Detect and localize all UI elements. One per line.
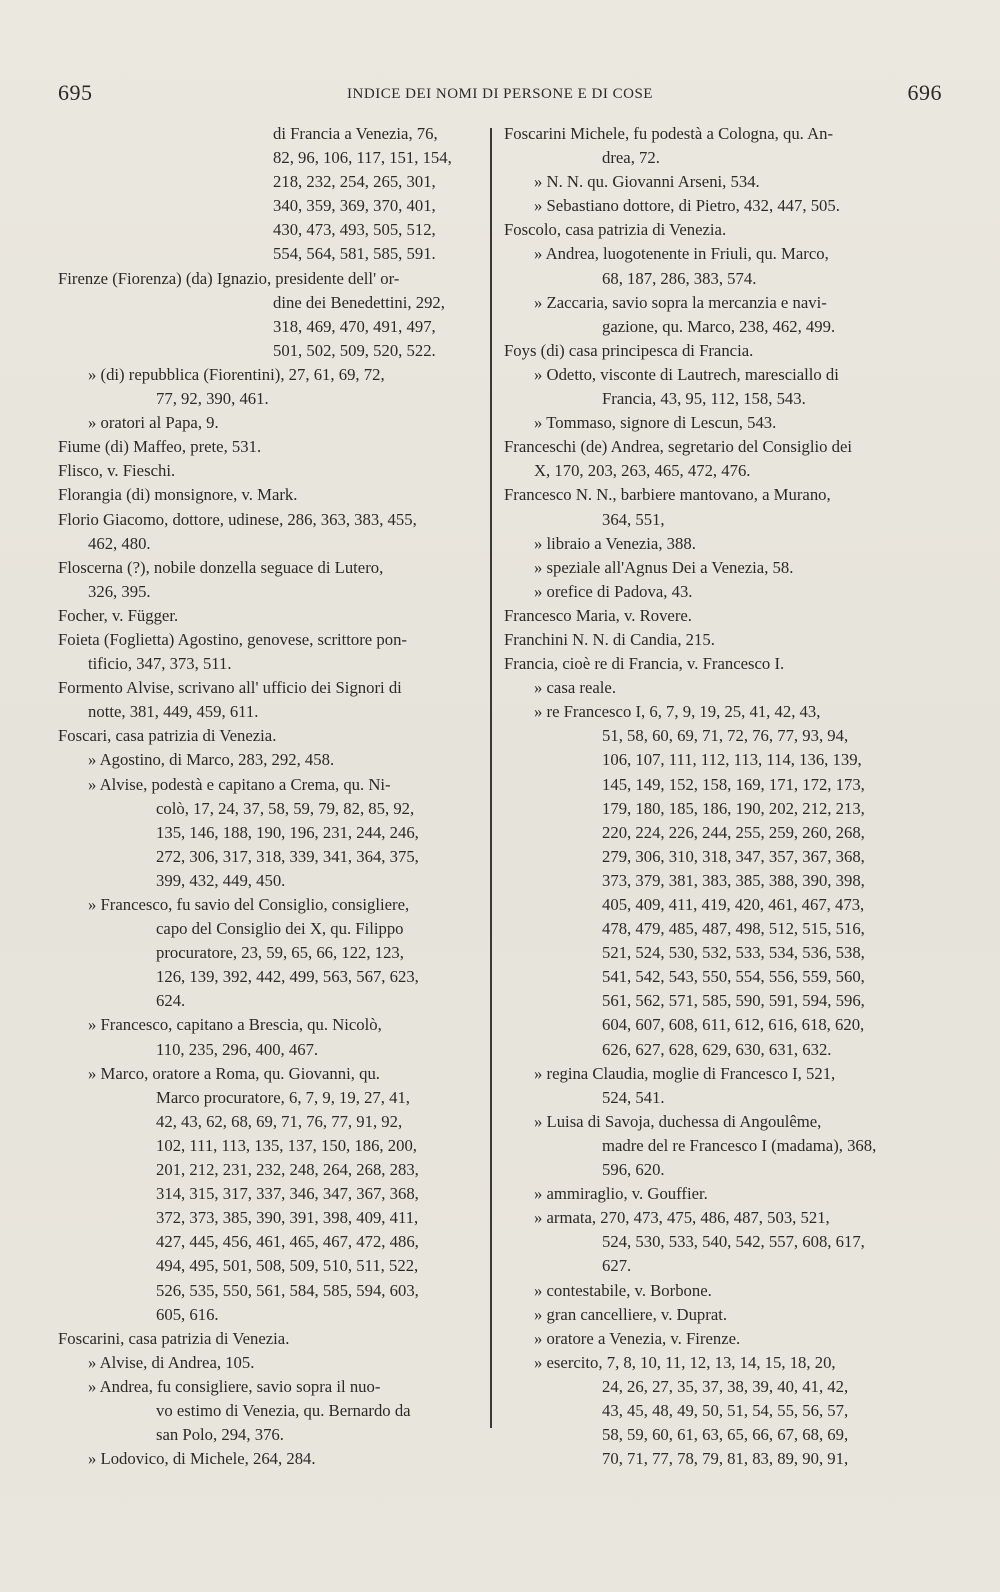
index-line: 524, 530, 533, 540, 542, 557, 608, 617, bbox=[602, 1232, 865, 1252]
index-line: capo del Consiglio dei X, qu. Filippo bbox=[156, 919, 404, 939]
index-line: » esercito, 7, 8, 10, 11, 12, 13, 14, 15, 18, 20, bbox=[534, 1352, 836, 1372]
index-line: 220, 224, 226, 244, 255, 259, 260, 268, bbox=[602, 822, 865, 842]
index-line: tificio, 347, 373, 511. bbox=[88, 654, 232, 674]
index-line: » contestabile, v. Borbone. bbox=[534, 1280, 712, 1300]
index-line: colò, 17, 24, 37, 58, 59, 79, 82, 85, 92, bbox=[156, 798, 415, 818]
index-line: 626, 627, 628, 629, 630, 631, 632. bbox=[602, 1039, 832, 1059]
index-line: gazione, qu. Marco, 238, 462, 499. bbox=[602, 316, 836, 336]
running-title: INDICE DEI NOMI DI PERSONE E DI COSE bbox=[347, 86, 653, 102]
index-line: drea, 72. bbox=[602, 148, 660, 168]
index-line: Francesco N. N., barbiere mantovano, a Murano, bbox=[504, 485, 831, 505]
index-line: » libraio a Venezia, 388. bbox=[534, 533, 696, 553]
index-line: » Tommaso, signore di Lescun, 543. bbox=[534, 413, 777, 433]
index-line: 561, 562, 571, 585, 590, 591, 594, 596, bbox=[602, 991, 865, 1011]
index-line: 68, 187, 286, 383, 574. bbox=[602, 268, 757, 288]
index-line: 51, 58, 60, 69, 71, 72, 76, 77, 93, 94, bbox=[602, 726, 849, 746]
index-line: Focher, v. Függer. bbox=[58, 605, 179, 625]
index-line: » re Francesco I, 6, 7, 9, 19, 25, 41, 42, 43, bbox=[534, 702, 821, 722]
index-line: Firenze (Fiorenza) (da) Ignazio, presidente dell' or- bbox=[58, 268, 400, 288]
index-column-right bbox=[504, 122, 934, 1471]
index-line: 279, 306, 310, 318, 347, 357, 367, 368, bbox=[602, 846, 865, 866]
index-line: 314, 315, 317, 337, 346, 347, 367, 368, bbox=[156, 1184, 419, 1204]
index-line: 541, 542, 543, 550, 554, 556, 559, 560, bbox=[602, 967, 865, 987]
index-line: 272, 306, 317, 318, 339, 341, 364, 375, bbox=[156, 846, 419, 866]
index-line: 604, 607, 608, 611, 612, 616, 618, 620, bbox=[602, 1015, 865, 1035]
index-line: 82, 96, 106, 117, 151, 154, bbox=[273, 148, 452, 168]
index-line: 627. bbox=[602, 1256, 632, 1276]
index-line: Francia, cioè re di Francia, v. Francesco I. bbox=[504, 654, 785, 674]
index-line: » Andrea, fu consigliere, savio sopra il nuo- bbox=[88, 1376, 381, 1396]
index-line: Marco procuratore, 6, 7, 9, 19, 27, 41, bbox=[156, 1087, 410, 1107]
index-line: Foscari, casa patrizia di Venezia. bbox=[58, 726, 277, 746]
index-line: » Francesco, fu savio del Consiglio, consigliere, bbox=[88, 895, 410, 914]
index-line: 326, 395. bbox=[88, 581, 151, 601]
index-line: » Alvise, di Andrea, 105. bbox=[88, 1352, 255, 1372]
index-line: 554, 564, 581, 585, 591. bbox=[273, 244, 436, 264]
index-line: » Agostino, di Marco, 283, 292, 458. bbox=[88, 750, 335, 770]
index-line: 340, 359, 369, 370, 401, bbox=[273, 196, 436, 216]
index-line: Franceschi (de) Andrea, segretario del Consiglio dei bbox=[504, 437, 853, 457]
index-line: » (di) repubblica (Fiorentini), 27, 61, 69, 72, bbox=[88, 364, 385, 384]
index-line: 399, 432, 449, 450. bbox=[156, 870, 286, 890]
index-line: 201, 212, 231, 232, 248, 264, 268, 283, bbox=[156, 1160, 419, 1180]
index-line: 521, 524, 530, 532, 533, 534, 536, 538, bbox=[602, 943, 865, 963]
index-line: 364, 551, bbox=[602, 509, 665, 529]
index-line: 605, 616. bbox=[156, 1304, 219, 1324]
index-line: dine dei Benedettini, 292, bbox=[273, 292, 445, 312]
index-line: Fiume (di) Maffeo, prete, 531. bbox=[58, 437, 262, 457]
index-line: » Odetto, visconte di Lautrech, maresciallo di bbox=[534, 364, 839, 384]
index-line: notte, 381, 449, 459, 611. bbox=[88, 702, 259, 722]
index-line: 135, 146, 188, 190, 196, 231, 244, 246, bbox=[156, 822, 419, 842]
index-line: » Andrea, luogotenente in Friuli, qu. Marco, bbox=[534, 244, 829, 264]
index-line: Florangia (di) monsignore, v. Mark. bbox=[58, 485, 298, 505]
index-line: 478, 479, 485, 487, 498, 512, 515, 516, bbox=[602, 919, 865, 939]
index-line: 58, 59, 60, 61, 63, 65, 66, 67, 68, 69, bbox=[602, 1425, 849, 1445]
index-line: 430, 473, 493, 505, 512, bbox=[273, 220, 436, 240]
index-line: Foscolo, casa patrizia di Venezia. bbox=[504, 220, 727, 240]
index-line: Franchini N. N. di Candia, 215. bbox=[504, 629, 715, 649]
index-line: Foys (di) casa principesca di Francia. bbox=[504, 340, 754, 360]
index-line: Francia, 43, 95, 112, 158, 543. bbox=[602, 389, 806, 409]
index-line: » regina Claudia, moglie di Francesco I, 521, bbox=[534, 1063, 836, 1083]
index-column-left bbox=[58, 122, 488, 1471]
index-line: » oratore a Venezia, v. Firenze. bbox=[534, 1328, 741, 1348]
index-line: 145, 149, 152, 158, 169, 171, 172, 173, bbox=[602, 774, 865, 794]
column-divider bbox=[490, 128, 492, 1428]
index-line: Flisco, v. Fieschi. bbox=[58, 461, 176, 481]
index-line: di Francia a Venezia, 76, bbox=[273, 124, 438, 143]
index-line: 372, 373, 385, 390, 391, 398, 409, 411, bbox=[156, 1208, 419, 1228]
index-line: 427, 445, 456, 461, 465, 467, 472, 486, bbox=[156, 1232, 419, 1252]
index-line: » speziale all'Agnus Dei a Venezia, 58. bbox=[534, 557, 794, 577]
index-line: 596, 620. bbox=[602, 1160, 665, 1180]
index-line: » armata, 270, 473, 475, 486, 487, 503, 521, bbox=[534, 1208, 830, 1228]
index-line: 405, 409, 411, 419, 420, 461, 467, 473, bbox=[602, 895, 865, 914]
index-line: » gran cancelliere, v. Duprat. bbox=[534, 1304, 728, 1324]
index-line: 318, 469, 470, 491, 497, bbox=[273, 316, 436, 336]
index-line: Florio Giacomo, dottore, udinese, 286, 363, 383, 455, bbox=[58, 509, 417, 529]
index-line: 494, 495, 501, 508, 509, 510, 511, 522, bbox=[156, 1256, 419, 1276]
index-line: 501, 502, 509, 520, 522. bbox=[273, 340, 436, 360]
index-line: Formento Alvise, scrivano all' ufficio dei Signori di bbox=[58, 678, 402, 698]
index-line: Floscerna (?), nobile donzella seguace di Lutero, bbox=[58, 557, 384, 577]
index-line: 524, 541. bbox=[602, 1087, 665, 1107]
index-line: » oratori al Papa, 9. bbox=[88, 413, 219, 433]
index-line: 110, 235, 296, 400, 467. bbox=[156, 1039, 319, 1059]
index-line: Foscarini Michele, fu podestà a Cologna, qu. An- bbox=[504, 124, 834, 143]
index-line: 373, 379, 381, 383, 385, 388, 390, 398, bbox=[602, 870, 865, 890]
index-line: » Alvise, podestà e capitano a Crema, qu. Ni- bbox=[88, 774, 391, 794]
index-line: » ammiraglio, v. Gouffier. bbox=[534, 1184, 708, 1204]
index-line: san Polo, 294, 376. bbox=[156, 1425, 284, 1445]
index-line: Francesco Maria, v. Rovere. bbox=[504, 605, 692, 625]
index-line: 77, 92, 390, 461. bbox=[156, 389, 269, 409]
running-header bbox=[0, 80, 1000, 112]
index-line: Foscarini, casa patrizia di Venezia. bbox=[58, 1328, 290, 1348]
index-line: 24, 26, 27, 35, 37, 38, 39, 40, 41, 42, bbox=[602, 1376, 849, 1396]
index-line: » orefice di Padova, 43. bbox=[534, 581, 693, 601]
index-line: 70, 71, 77, 78, 79, 81, 83, 89, 90, 91, bbox=[602, 1449, 849, 1469]
index-line: » Marco, oratore a Roma, qu. Giovanni, qu. bbox=[88, 1063, 380, 1083]
index-line: 462, 480. bbox=[88, 533, 151, 553]
index-line: X, 170, 203, 263, 465, 472, 476. bbox=[534, 461, 751, 481]
index-line: » casa reale. bbox=[534, 678, 616, 698]
index-line: 179, 180, 185, 186, 190, 202, 212, 213, bbox=[602, 798, 865, 818]
index-line: madre del re Francesco I (madama), 368, bbox=[602, 1135, 877, 1155]
index-line: 43, 45, 48, 49, 50, 51, 54, 55, 56, 57, bbox=[602, 1400, 849, 1420]
index-line: 126, 139, 392, 442, 499, 563, 567, 623, bbox=[156, 967, 419, 987]
index-line: Foieta (Foglietta) Agostino, genovese, scrittore pon- bbox=[58, 629, 407, 649]
index-line: » Sebastiano dottore, di Pietro, 432, 447, 505. bbox=[534, 196, 840, 216]
index-line: 102, 111, 113, 135, 137, 150, 186, 200, bbox=[156, 1135, 417, 1155]
index-line: 106, 107, 111, 112, 113, 114, 136, 139, bbox=[602, 750, 862, 770]
page-number-left: 695 bbox=[58, 80, 93, 105]
index-line: 526, 535, 550, 561, 584, 585, 594, 603, bbox=[156, 1280, 419, 1300]
index-line: procuratore, 23, 59, 65, 66, 122, 123, bbox=[156, 943, 404, 963]
index-line: 42, 43, 62, 68, 69, 71, 76, 77, 91, 92, bbox=[156, 1111, 403, 1131]
page-number-right: 696 bbox=[907, 80, 942, 105]
index-line: vo estimo di Venezia, qu. Bernardo da bbox=[156, 1400, 411, 1420]
index-line: » N. N. qu. Giovanni Arseni, 534. bbox=[534, 172, 760, 192]
index-line: 218, 232, 254, 265, 301, bbox=[273, 172, 436, 192]
index-line: » Francesco, capitano a Brescia, qu. Nicolò, bbox=[88, 1015, 382, 1035]
index-line: » Zaccaria, savio sopra la mercanzia e navi- bbox=[534, 292, 827, 312]
index-line: 624. bbox=[156, 991, 186, 1011]
index-line: » Lodovico, di Michele, 264, 284. bbox=[88, 1449, 316, 1469]
index-line: » Luisa di Savoja, duchessa di Angoulême, bbox=[534, 1111, 822, 1131]
